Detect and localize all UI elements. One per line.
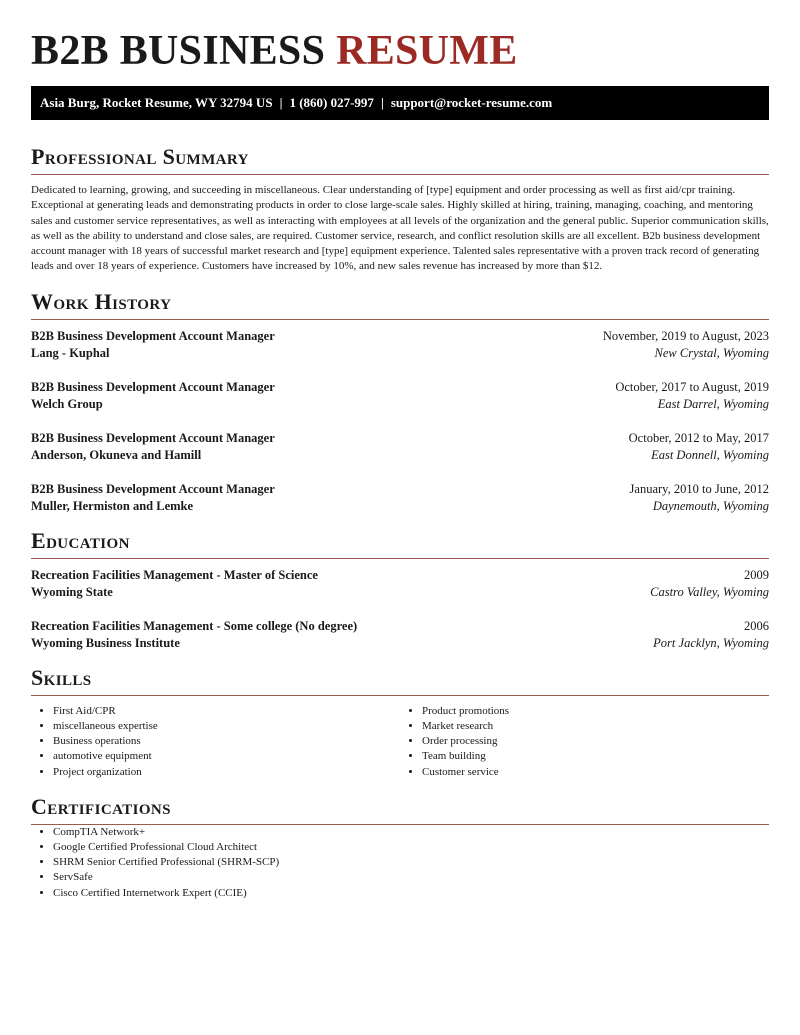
job-location: New Crystal, Wyoming [654, 346, 769, 361]
contact-separator: | [380, 95, 384, 110]
education-entries [31, 567, 769, 653]
skill-item: • miscellaneous expertise [53, 719, 400, 734]
summary-section [31, 144, 769, 275]
section-divider [31, 558, 769, 559]
contact-email[interactable]: support@rocket-resume.com [390, 95, 553, 110]
job-location: East Donnell, Wyoming [651, 448, 769, 463]
skills-list-right [400, 704, 769, 780]
graduation-year: 2006 [744, 618, 769, 633]
company-name: Anderson, Okuneva and Hamill [31, 448, 202, 463]
title-accent: RESUME [336, 28, 518, 74]
resume-title [31, 28, 769, 74]
section-divider [31, 319, 769, 320]
work-entry [31, 481, 769, 516]
skill-item: • First Aid/CPR [53, 704, 400, 719]
section-heading-skills: Skills [31, 664, 92, 690]
job-title: B2B Business Development Account Manager [31, 481, 275, 496]
job-title: B2B Business Development Account Manager [31, 430, 275, 445]
skill-item: • Product promotions [422, 704, 769, 719]
job-dates: October, 2017 to August, 2019 [615, 379, 769, 394]
degree: Recreation Facilities Management - Master of Science [31, 567, 318, 582]
job-dates: November, 2019 to August, 2023 [602, 328, 769, 343]
certifications-section [31, 794, 769, 901]
skill-item: • Order processing [422, 734, 769, 749]
skill-item: • Business operations [53, 734, 400, 749]
job-title: B2B Business Development Account Manager [31, 328, 275, 343]
work-entry [31, 328, 769, 363]
title-main: B2B BUSINESS [31, 28, 326, 74]
contact-separator: | [279, 95, 283, 110]
school-location: Castro Valley, Wyoming [650, 585, 769, 600]
job-dates: October, 2012 to May, 2017 [628, 430, 769, 445]
section-divider [31, 174, 769, 175]
graduation-year: 2009 [744, 567, 769, 582]
skill-item: • Project organization [53, 765, 400, 780]
school-name: Wyoming Business Institute [31, 636, 180, 651]
skill-item: • Team building [422, 749, 769, 764]
job-location: East Darrel, Wyoming [657, 397, 769, 412]
section-heading-certifications: Certifications [31, 793, 171, 819]
job-title: B2B Business Development Account Manager [31, 379, 275, 394]
skill-item: • automotive equipment [53, 749, 400, 764]
job-location: Daynemouth, Wyoming [652, 499, 769, 514]
skills-list-left [31, 704, 400, 780]
certification-item: • CompTIA Network+ [53, 825, 769, 840]
certification-item: • SHRM Senior Certified Professional (SHRM-SCP) [53, 855, 769, 870]
education-entry [31, 567, 769, 602]
work-history-section [31, 289, 769, 516]
certifications-list [31, 825, 769, 901]
skills-section [31, 665, 769, 780]
work-entries [31, 328, 769, 516]
company-name: Welch Group [31, 397, 103, 412]
skill-item: • Market research [422, 719, 769, 734]
section-divider [31, 695, 769, 696]
company-name: Lang - Kuphal [31, 346, 110, 361]
degree: Recreation Facilities Management - Some college (No degree) [31, 618, 358, 633]
school-location: Port Jacklyn, Wyoming [653, 636, 769, 651]
contact-phone[interactable]: 1 (860) 027-997 [289, 95, 374, 110]
contact-address: Asia Burg, Rocket Resume, WY 32794 US [40, 95, 273, 110]
education-entry [31, 618, 769, 653]
work-entry [31, 379, 769, 414]
job-dates: January, 2010 to June, 2012 [629, 481, 769, 496]
section-heading-work: Work History [31, 288, 172, 314]
contact-bar [31, 86, 769, 120]
skill-item: • Customer service [422, 765, 769, 780]
certification-item: • ServSafe [53, 870, 769, 885]
education-section [31, 528, 769, 653]
certification-item: • Cisco Certified Internetwork Expert (CCIE) [53, 886, 769, 901]
summary-text: Dedicated to learning, growing, and succeeding in miscellaneous. Clear understanding of [type] equipment and order processing as well as first aid/cpr training. Exceptional at generating leads and demonstrating products in order to close large-scale sales. Highly skilled at hiring, training, managing, coaching, and mentoring sales and customer service representatives, as well as interacting with employees at all levels of the organization and the general public. Superior communication skills, as well as the ability to understand and close sales, are required. Customer service, research, and conflict resolution skills are all excellent. B2b business development account manager with 18 years of successful market research and [type] equipment experience. Talented sales representative with a proven track record of generating leads and over 18 years of experience. Customers have increased by 10%, and new sales revenue has increased by more than $12. [31, 184, 769, 273]
section-heading-education: Education [31, 527, 130, 553]
certification-item: • Google Certified Professional Cloud Architect [53, 840, 769, 855]
company-name: Muller, Hermiston and Lemke [31, 499, 194, 514]
work-entry [31, 430, 769, 465]
skills-columns [31, 704, 769, 780]
school-name: Wyoming State [31, 585, 113, 600]
section-heading-summary: Professional Summary [31, 144, 249, 169]
